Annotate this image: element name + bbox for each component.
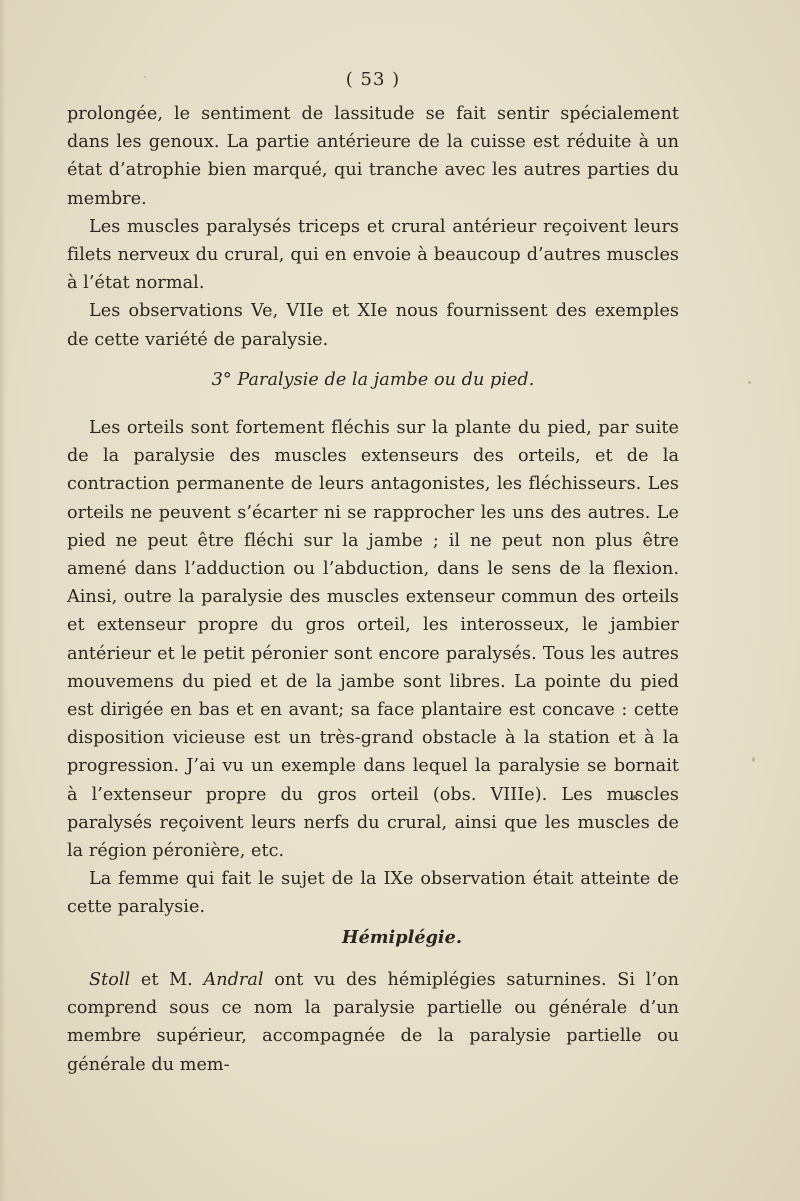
- author-name-andral: Andral: [203, 969, 264, 990]
- section-heading-jambe: 3° Paralysie de la jambe ou du pied.: [211, 369, 535, 390]
- paragraph-hemiplegie: [67, 966, 679, 1079]
- paragraph-muscles: Les muscles paralysés triceps et crural antérieur reçoivent leurs filets nerveux du crural, qui en envoie à beaucoup d’autres muscles à l’état normal.: [67, 216, 679, 294]
- paragraph-continuation: prolongée, le sentiment de lassitude se fait sentir spécialement dans les genoux. La partie antérieure de la cuisse est réduite à un état d’atrophie bien marqué, qui tranche avec les autres parties du membre.: [67, 104, 679, 209]
- author-name-stoll: Stoll: [89, 969, 131, 990]
- paragraph-observations: Les observations Ve, VIIe et XIe nous fournissent des exemples de cette variété de paralysie.: [67, 301, 679, 350]
- section-heading-hemiplegie: Hémiplégie.: [341, 926, 463, 948]
- text-column: [67, 66, 679, 1079]
- paragraph-orteils: Les orteils sont fortement fléchis sur la plante du pied, par suite de la paralysie des muscles extenseurs des orteils, et de la contraction permanente de leurs antagonistes, les fléchisseurs. Les orteils ne peuvent s’écarter ni se rapprocher les uns des autres. Le pied ne peut être fléchi sur la jambe ; il ne peut non plus être amené dans l’adduction ou l’abduction, dans le sens de la flexion. Ainsi, outre la paralysie des muscles extenseur commun des orteils et extenseur propre du gros orteil, les interosseux, le jambier antérieur et le petit péronier sont encore paralysés. Tous les autres mouvemens du pied et de la jambe sont libres. La pointe du pied est dirigée en bas et en avant; sa face plantaire est concave : cette disposition vicieuse est un très-grand obstacle à la station et à la progression. J’ai vu un exemple dans lequel la paralysie se bornait à l’extenseur propre du gros orteil (obs. VIIIe). Les muscles paralysés reçoivent leurs nerfs du crural, ainsi que les muscles de la région péronière, etc.: [67, 418, 679, 862]
- paragraph-femme: La femme qui fait le sujet de la IXe observation était atteinte de cette paralysie.: [67, 869, 679, 918]
- connector-text: et M.: [130, 969, 204, 990]
- spacer: [67, 406, 679, 414]
- paragraph-hemiplegie-body: ont vu des hémiplégies saturnines. Si l’on comprend sous ce nom la paralysie partielle ou générale d’un membre supérieur, accompagnée de la paralysie partielle ou générale du mem-: [67, 969, 679, 1075]
- ink-speck: [748, 381, 751, 384]
- page-number: ( 53 ): [345, 69, 401, 90]
- page-edge-shadow: [0, 0, 6, 1201]
- ink-speck: [752, 757, 755, 762]
